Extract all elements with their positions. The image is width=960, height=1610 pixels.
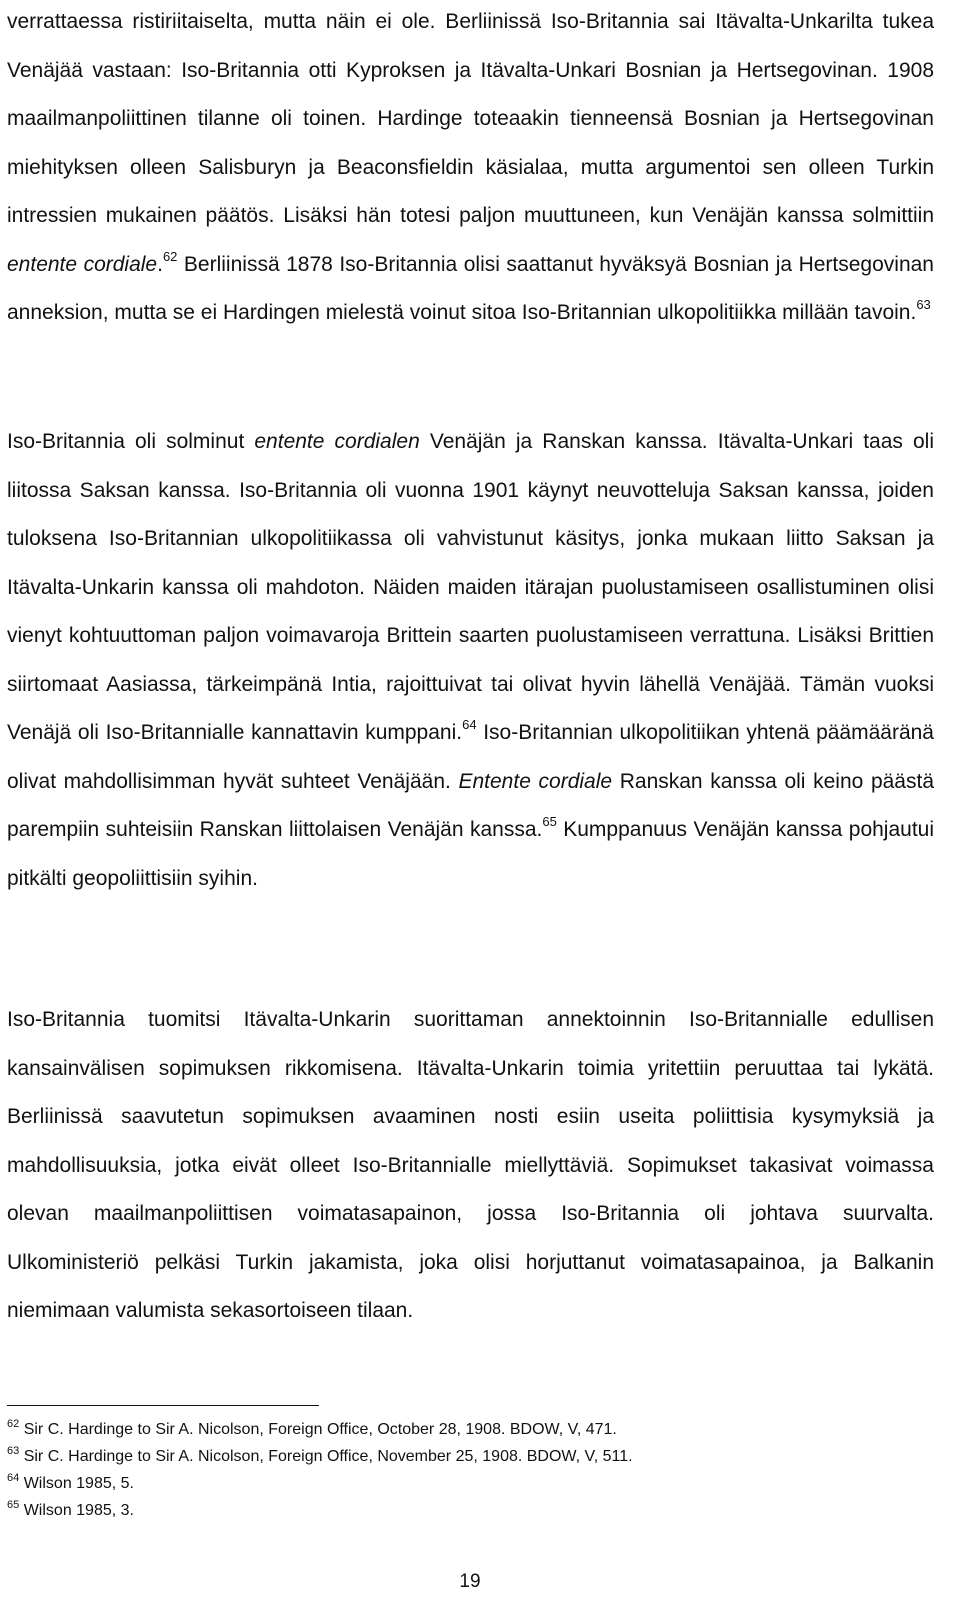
body-paragraph <box>7 0 934 338</box>
footnotes <box>7 1416 927 1524</box>
text-run: verrattaessa ristiriitaiselta, mutta näin ei ole. Berliinissä Iso-Britannia sai Itävalta-Unkarilta tukea Venäjää vastaan: Iso-Britannia otti Kyproksen ja Itävalta-Unkari Bosnian ja Hertsegovinan. 1908 maailmanpoliittinen tilanne oli toinen. Hardinge toteaakin tienneensä Bosnian ja Hertsegovinan miehityksen olleen Salisburyn ja Beaconsfieldin käsialaa, mutta argumentoi sen olleen Turkin intressien mukainen päätös. Lisäksi hän totesi paljon muuttuneen, kun Venäjän kanssa solmittiin <box>7 10 934 227</box>
footnote-separator <box>7 1405 319 1406</box>
emphasis-text: Entente cordiale <box>458 769 613 793</box>
footnote-number: 63 <box>7 1445 20 1457</box>
footnote-number: 65 <box>7 1499 20 1511</box>
footnote <box>7 1443 927 1470</box>
footnote-number: 62 <box>7 1418 20 1430</box>
body-paragraph <box>7 418 934 903</box>
footnote-text: Wilson 1985, 3. <box>23 1502 134 1519</box>
footnote-text: Wilson 1985, 5. <box>23 1475 134 1492</box>
footnote-text: Sir C. Hardinge to Sir A. Nicolson, Foreign Office, October 28, 1908. BDOW, V, 471. <box>23 1421 617 1438</box>
text-run: Ranskan kanssa oli keino päästä parempiin suhteisiin Ranskan liittolaisen Venäjän kanssa. <box>7 769 934 841</box>
footnote-reference: 65 <box>542 814 557 829</box>
footnote-reference: 64 <box>462 717 477 732</box>
body-paragraph <box>7 996 934 1336</box>
footnote <box>7 1497 927 1524</box>
footnote-text: Sir C. Hardinge to Sir A. Nicolson, Foreign Office, November 25, 1908. BDOW, V, 511. <box>23 1448 633 1465</box>
text-run: Kumppanuus Venäjän kanssa pohjautui pitkälti geopoliittisiin syihin. <box>7 818 935 890</box>
text-run: Iso-Britannia tuomitsi Itävalta-Unkarin suorittaman annektoinnin Iso-Britannialle edullisen kansainvälisen sopimuksen rikkomisena. Itävalta-Unkarin toimia yritettiin peruuttaa tai lykätä. Berliinissä saavutetun sopimuksen avaaminen nosti esiin useita poliittisia kysymyksiä ja mahdollisuuksia, jotka eivät olleet Iso-Britannialle miellyttäviä. Sopimukset takasivat voimassa olevan maailmanpoliittisen voimatasapainon, jossa Iso-Britannia oli johtava suurvalta. Ulkoministeriö pelkäsi Turkin jakamista, joka olisi horjuttanut voimatasapainoa, ja Balkanin niemimaan valumista sekasortoiseen tilaan. <box>7 1008 934 1322</box>
page-number: 19 <box>459 1571 481 1592</box>
text-run: Berliinissä 1878 Iso-Britannia olisi saattanut hyväksyä Bosnian ja Hertsegovinan anneksion, mutta se ei Hardingen mielestä voinut sitoa Iso-Britannian ulkopolitiikka millään tavoin. <box>7 252 934 324</box>
text-run: Iso-Britannian ulkopolitiikan yhtenä päämääränä olivat mahdollisimman hyvät suhteet Venäjään. <box>7 721 934 793</box>
text-run: Venäjän ja Ranskan kanssa. Itävalta-Unkari taas oli liitossa Saksan kanssa. Iso-Britannia oli vuonna 1901 käynyt neuvotteluja Saksan kanssa, joiden tuloksena Iso-Britannian ulkopolitiikassa oli vahvistunut käsitys, jonka mukaan liitto Saksan ja Itävalta-Unkarin kanssa oli mahdoton. Näiden maiden itärajan puolustamiseen osallistuminen olisi vienyt kohtuuttoman paljon voimavaroja Brittein saarten puolustamiseen verrattuna. Lisäksi Brittien siirtomaat Aasiassa, tärkeimpänä Intia, rajoittuivat tai olivat hyvin lähellä Venäjää. Tämän vuoksi Venäjä oli Iso-Britannialle kannattavin kumppani. <box>7 430 935 744</box>
text-run: Iso-Britannia oli solminut <box>7 430 255 453</box>
footnote-reference: 62 <box>162 248 178 264</box>
text-run: . <box>157 252 163 276</box>
footnote <box>7 1470 927 1497</box>
footnote-reference: 63 <box>916 297 931 312</box>
footnote <box>7 1416 927 1443</box>
emphasis-text: entente cordiale <box>7 252 158 276</box>
footnote-number: 64 <box>7 1472 20 1484</box>
emphasis-text: entente cordialen <box>254 430 420 453</box>
